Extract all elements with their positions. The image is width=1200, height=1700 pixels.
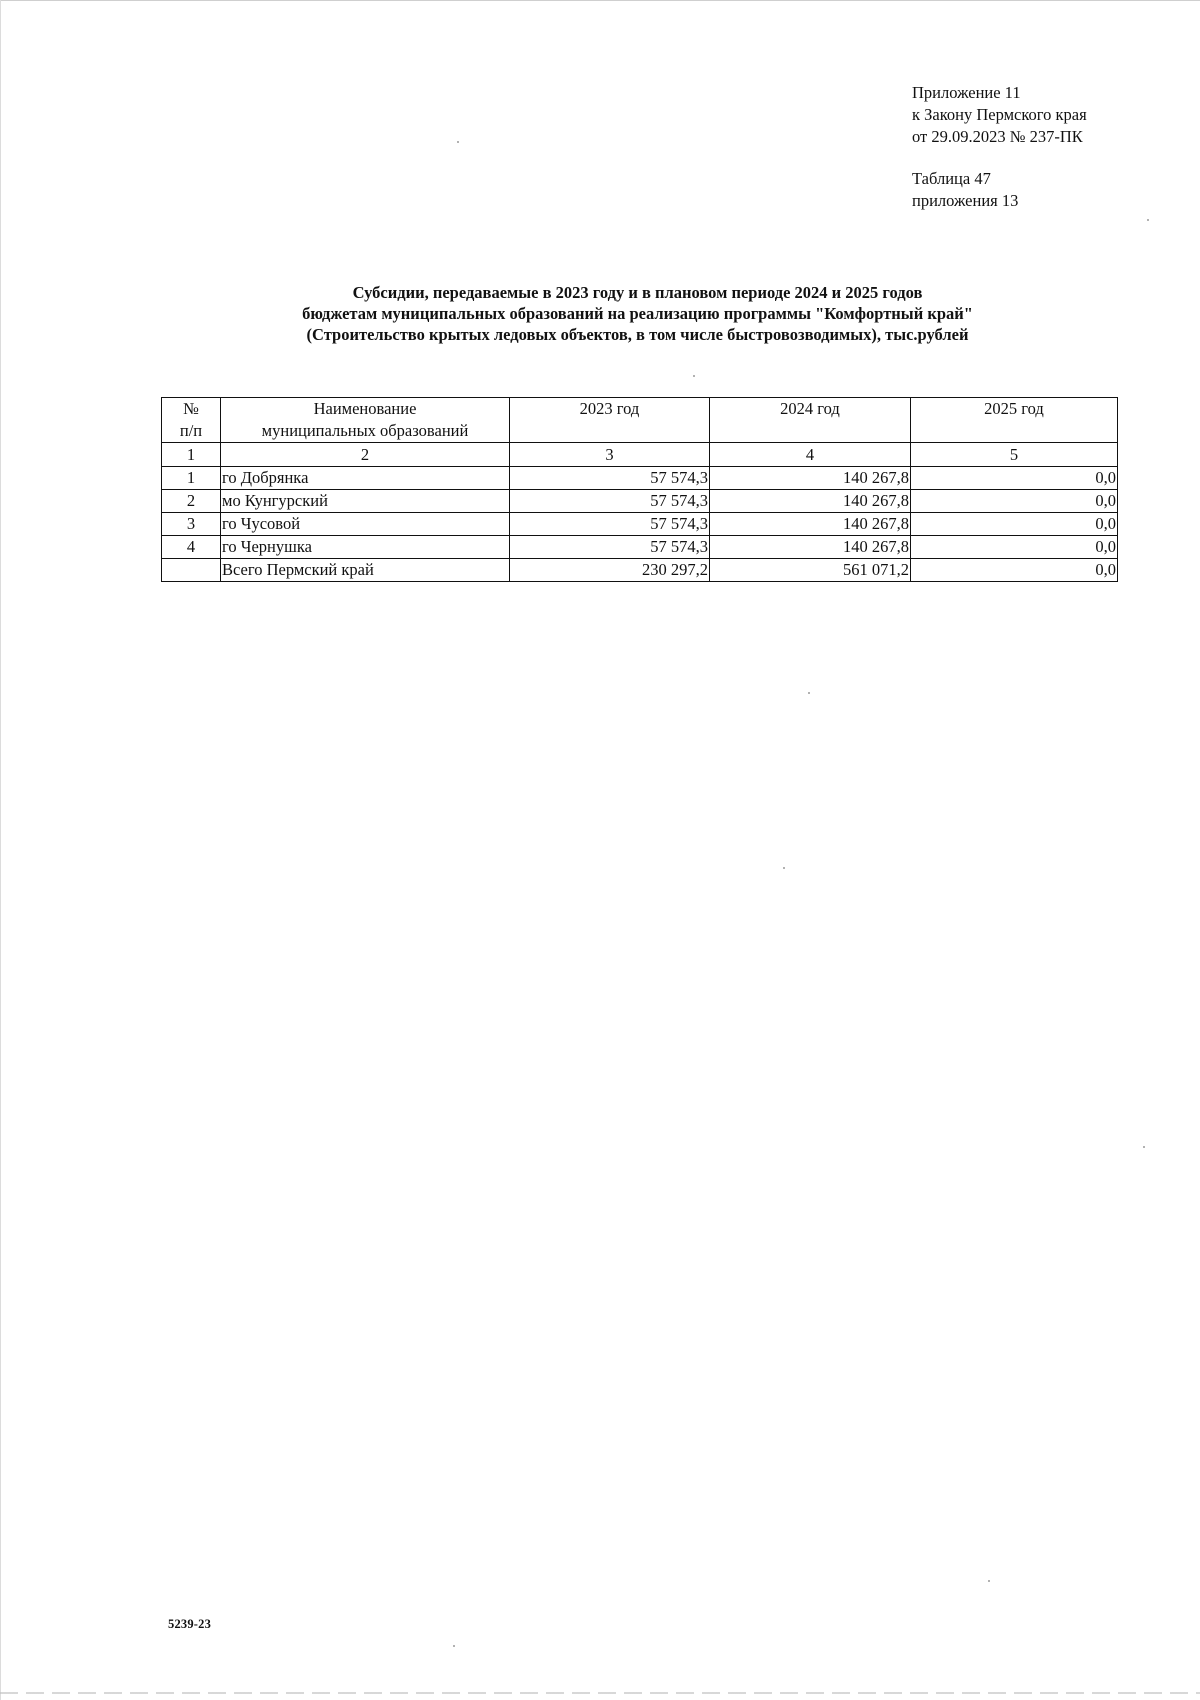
scan-speck bbox=[1147, 219, 1149, 221]
column-index: 5 bbox=[911, 443, 1118, 467]
total-2025: 0,0 bbox=[911, 559, 1118, 582]
table-ref-line-1: Таблица 47 bbox=[912, 169, 991, 188]
municipality-name: го Добрянка bbox=[221, 467, 510, 490]
table-row bbox=[162, 513, 1118, 536]
header-name-line-2: муниципальных образований bbox=[261, 421, 469, 440]
value-2024: 140 267,8 bbox=[710, 467, 911, 490]
header-number-line-2: п/п bbox=[179, 421, 203, 440]
municipality-name: го Чернушка bbox=[221, 536, 510, 559]
header-2025: 2025 год bbox=[911, 398, 1118, 443]
attachment-line-2: к Закону Пермского края bbox=[912, 105, 1087, 124]
value-2023: 57 574,3 bbox=[510, 490, 710, 513]
table-row bbox=[162, 536, 1118, 559]
header-number bbox=[162, 398, 221, 443]
row-number: 1 bbox=[162, 467, 221, 490]
total-label: Всего Пермский край bbox=[221, 559, 510, 582]
value-2023: 57 574,3 bbox=[510, 536, 710, 559]
page-edge-bottom bbox=[0, 1692, 1200, 1694]
page-edge-top bbox=[0, 0, 1200, 1]
table-ref-line-2: приложения 13 bbox=[912, 191, 1019, 210]
title-line-1: Субсидии, передаваемые в 2023 году и в плановом периоде 2024 и 2025 годов bbox=[352, 283, 923, 302]
title-line-2: бюджетам муниципальных образований на реализацию программы "Комфортный край" bbox=[302, 304, 973, 323]
header-2023: 2023 год bbox=[510, 398, 710, 443]
page-edge-left bbox=[0, 0, 1, 1700]
scan-speck bbox=[1143, 1146, 1145, 1148]
value-2024: 140 267,8 bbox=[710, 513, 911, 536]
row-number: 4 bbox=[162, 536, 221, 559]
scan-speck bbox=[453, 1645, 455, 1647]
table-reference bbox=[912, 168, 1018, 212]
header-2024: 2024 год bbox=[710, 398, 911, 443]
table-row bbox=[162, 467, 1118, 490]
header-name-line-1: Наименование bbox=[313, 399, 417, 418]
subsidy-table bbox=[161, 397, 1118, 582]
value-2023: 57 574,3 bbox=[510, 467, 710, 490]
value-2025: 0,0 bbox=[911, 536, 1118, 559]
column-index: 3 bbox=[510, 443, 710, 467]
column-index-row bbox=[162, 443, 1118, 467]
row-number: 3 bbox=[162, 513, 221, 536]
scan-speck bbox=[457, 141, 459, 143]
scan-speck bbox=[808, 692, 810, 694]
municipality-name: мо Кунгурский bbox=[221, 490, 510, 513]
row-number: 2 bbox=[162, 490, 221, 513]
header-number-line-1: № bbox=[183, 399, 199, 418]
header-name bbox=[221, 398, 510, 443]
total-row-number bbox=[162, 559, 221, 582]
column-index: 1 bbox=[162, 443, 221, 467]
column-index: 2 bbox=[221, 443, 510, 467]
table-header-row bbox=[162, 398, 1118, 443]
value-2025: 0,0 bbox=[911, 513, 1118, 536]
value-2024: 140 267,8 bbox=[710, 490, 911, 513]
attachment-line-3: от 29.09.2023 № 237-ПК bbox=[912, 127, 1083, 146]
value-2025: 0,0 bbox=[911, 490, 1118, 513]
municipality-name: го Чусовой bbox=[221, 513, 510, 536]
value-2023: 57 574,3 bbox=[510, 513, 710, 536]
total-row bbox=[162, 559, 1118, 582]
total-2024: 561 071,2 bbox=[710, 559, 911, 582]
scan-speck bbox=[783, 867, 785, 869]
column-index: 4 bbox=[710, 443, 911, 467]
scan-speck bbox=[988, 1580, 990, 1582]
value-2024: 140 267,8 bbox=[710, 536, 911, 559]
title-line-3: (Строительство крытых ледовых объектов, в том числе быстровозводимых), тыс.рублей bbox=[306, 325, 969, 344]
document-code: 5239-23 bbox=[168, 1617, 212, 1631]
table-row bbox=[162, 490, 1118, 513]
total-2023: 230 297,2 bbox=[510, 559, 710, 582]
attachment-reference bbox=[912, 82, 1087, 148]
attachment-line-1: Приложение 11 bbox=[912, 83, 1021, 102]
document-title bbox=[160, 282, 1115, 345]
value-2025: 0,0 bbox=[911, 467, 1118, 490]
scan-speck bbox=[693, 375, 695, 377]
